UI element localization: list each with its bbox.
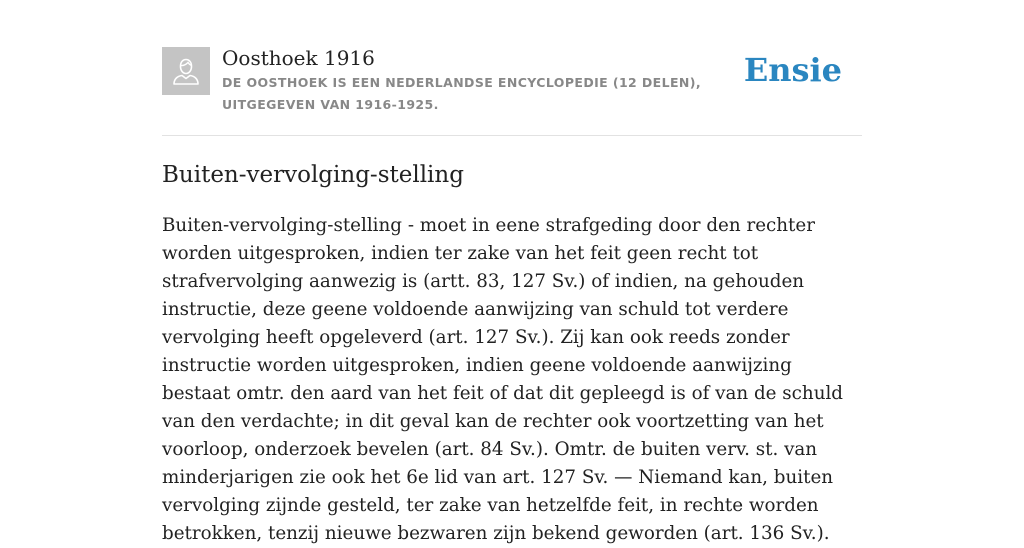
source-description: DE OOSTHOEK IS EEN NEDERLANDSE ENCYCLOPEDIE (12 DELEN), UITGEGEVEN VAN 1916-1925. [222,75,702,112]
avatar[interactable] [162,47,210,95]
user-placeholder-icon [162,47,210,95]
article-title: Buiten-vervolging-stelling [162,162,464,188]
ensie-logo[interactable]: Ensie [743,51,842,89]
source-header [162,46,862,122]
source-title[interactable]: Oosthoek 1916 [222,46,375,70]
header-divider [162,135,862,136]
article-body: Buiten-vervolging-stelling - moet in eene strafgeding door den rechter worden uitgesproken, indien ter zake van het feit geen recht tot strafvervolging aanwezig is (artt. 83, 127 Sv.) of indien, na gehouden instructie, deze geene voldoende aanwijzing van schuld tot verdere vervolging heeft opgeleverd (art. 127 Sv.). Zij kan ook reeds zonder instructie worden uitgesproken, indien geene voldoende aanwijzing bestaat omtr. den aard van het feit of dat dit gepleegd is of van de schuld van den verdachte; in dit geval kan de rechter ook voortzetting van het voorloop, onderzoek bevelen (art. 84 Sv.). Omtr. de buiten verv. st. van minderjarigen zie ook het 6e lid van art. 127 Sv. — Niemand kan, buiten vervolging zijnde gesteld, ter zake van hetzelfde feit, in rechte worden betrokken, tenzij nieuwe bezwaren zijn bekend geworden (art. 136 Sv.). [162,215,844,544]
